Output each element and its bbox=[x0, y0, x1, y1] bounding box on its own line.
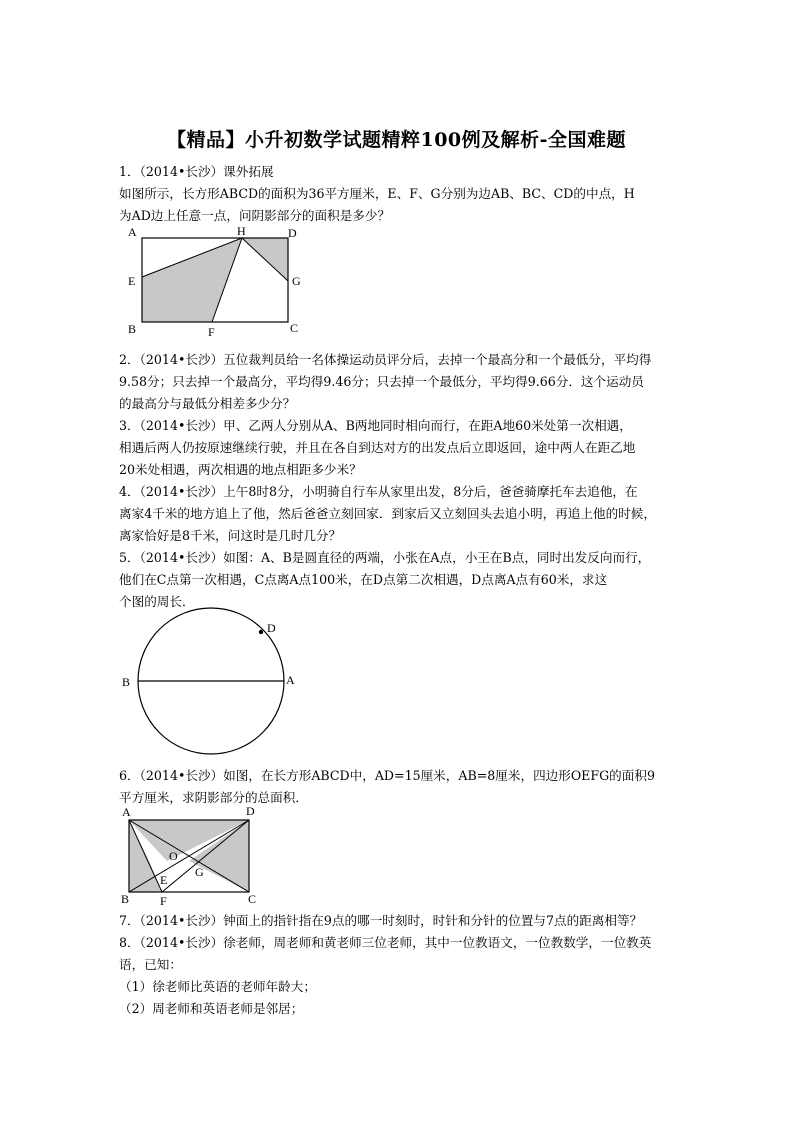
label-d: D bbox=[246, 804, 255, 818]
label-g: G bbox=[292, 274, 301, 288]
label-d: D bbox=[267, 621, 276, 635]
page-title: 【精品】小升初数学试题精粹100例及解析-全国难题 bbox=[166, 129, 627, 151]
q4-text-line: 离家恰好是8千米，问这时是几时几分？ bbox=[119, 528, 342, 543]
q3-text-line: 3．（2014•长沙）甲、乙两人分别从A、B两地同时相向而行，在距A地60米处第一次相遇， bbox=[119, 418, 632, 433]
label-f: F bbox=[208, 325, 215, 339]
label-f: F bbox=[160, 894, 167, 908]
label-e: E bbox=[160, 873, 168, 887]
label-a: A bbox=[122, 805, 131, 819]
shade-left bbox=[142, 238, 242, 322]
label-e: E bbox=[128, 274, 136, 288]
q3-text-line: 相遇后两人仍按原速继续行驶，并且在各自到达对方的出发点后立即返回，途中两人在距乙地 bbox=[119, 440, 636, 455]
q8-text-line: 8．（2014•长沙）徐老师，周老师和黄老师三位老师，其中一位教语文，一位教数学，一位教英 bbox=[119, 935, 652, 950]
q1-heading: 1．（2014•长沙）课外拓展 bbox=[119, 164, 274, 179]
q6-text-line: 6．（2014•长沙）如图，在长方形ABCD中，AD=15厘米，AB=8厘米，四边形OEFG的面积9 bbox=[119, 768, 655, 783]
label-c: C bbox=[248, 892, 257, 906]
label-g: G bbox=[195, 865, 204, 879]
q4-text-line: 离家4千米的地方追上了他，然后爸爸立刻回家．到家后又立刻回头去追小明，再追上他的时候， bbox=[119, 506, 656, 521]
q1-text-line: 如图所示，长方形ABCD的面积为36平方厘米，E、F、G分别为边AB、BC、CD的中点，H bbox=[119, 186, 635, 201]
q8-condition-2: （2）周老师和英语老师是邻居； bbox=[119, 1001, 304, 1016]
q5-text-line: 他们在C点第一次相遇，C点离A点100米，在D点第二次相遇，D点离A点有60米，求这 bbox=[119, 572, 608, 587]
figure-1-rectangle bbox=[120, 222, 310, 340]
q2-text-line: 的最高分与最低分相差多少分？ bbox=[119, 396, 296, 411]
label-a: A bbox=[286, 673, 295, 687]
q8-condition-1: （1）徐老师比英语的老师年龄大； bbox=[119, 979, 316, 994]
label-d: D bbox=[288, 226, 297, 240]
label-b: B bbox=[128, 322, 137, 336]
q5-text-line: 5．（2014•长沙）如图：A、B是圆直径的两端，小张在A点，小王在B点，同时出发反向而行， bbox=[119, 550, 651, 565]
label-c: C bbox=[290, 321, 299, 335]
figure-3-rectangle bbox=[118, 802, 268, 908]
q1-text-line: 为AD边上任意一点，问阴影部分的面积是多少？ bbox=[119, 208, 391, 223]
label-b: B bbox=[122, 675, 131, 689]
q2-text-line: 9.58分；只去掉一个最高分，平均得9.46分；只去掉一个最低分，平均得9.66分．这个运动员 bbox=[119, 374, 644, 389]
q7-text-line: 7．（2014•长沙）钟面上的指针指在9点的哪一时刻时，时针和分针的位置与7点的距离相等？ bbox=[119, 913, 643, 928]
q2-text-line: 2．（2014•长沙）五位裁判员给一名体操运动员评分后，去掉一个最高分和一个最低分，平均得 bbox=[119, 352, 652, 367]
q3-text-line: 20米处相遇，两次相遇的地点相距多少米？ bbox=[119, 462, 362, 477]
q6-text-line: 平方厘米，求阴影部分的总面积． bbox=[119, 790, 308, 805]
label-b: B bbox=[121, 892, 130, 906]
label-a: A bbox=[128, 225, 137, 239]
q4-text-line: 4．（2014•长沙）上午8时8分，小明骑自行车从家里出发，8分后，爸爸骑摩托车去追他，在 bbox=[119, 484, 638, 499]
q8-text-line: 语，已知： bbox=[119, 957, 182, 972]
q5-text-line: 个图的周长． bbox=[119, 594, 195, 609]
label-o: O bbox=[169, 849, 178, 863]
point-d bbox=[259, 630, 263, 634]
shade-right bbox=[242, 238, 288, 281]
label-h: H bbox=[237, 224, 246, 238]
figure-2-circle bbox=[118, 606, 308, 756]
